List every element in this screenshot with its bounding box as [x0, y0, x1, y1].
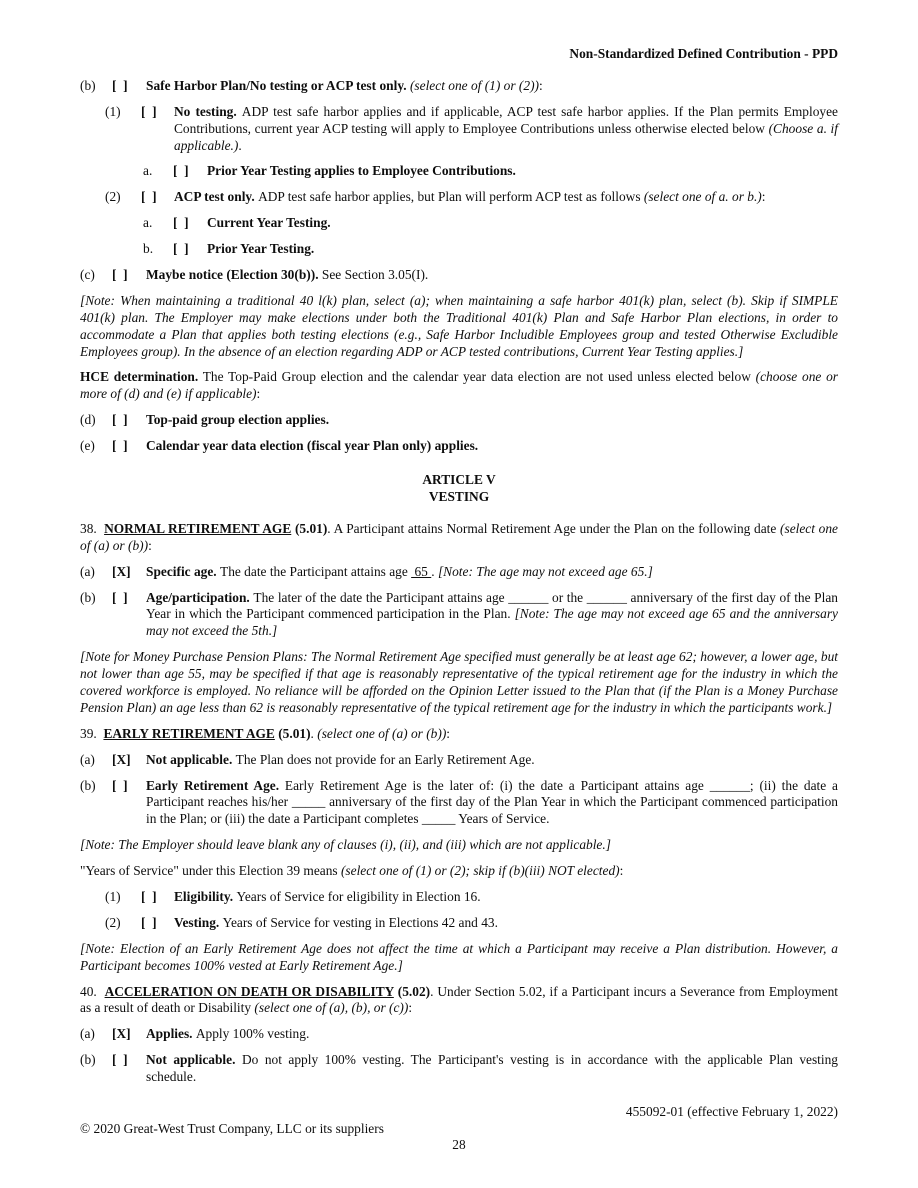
article-title: ARTICLE V — [422, 472, 496, 488]
text-run: "Years of Service" under this Election 39 means — [80, 863, 341, 879]
note-paragraph-401k — [80, 293, 838, 361]
text-run: Eligibility. — [174, 889, 237, 905]
item-label: (b) — [80, 777, 96, 793]
text-run: (5.02) — [393, 983, 431, 999]
checkbox-unchecked: [ ] — [141, 103, 157, 119]
text-run: : — [539, 77, 543, 93]
note-paragraph-early-retirement — [80, 941, 838, 975]
text-run: NORMAL RETIREMENT AGE — [104, 520, 292, 536]
item-text — [207, 241, 838, 258]
text-run: (select one of (1) or (2)) — [409, 77, 539, 93]
election-row-38b — [80, 590, 838, 641]
hce-determination-paragraph — [80, 369, 838, 403]
text-run: : — [446, 725, 451, 741]
text-run: 40. — [80, 983, 105, 999]
text-run: . Under Section 5.02, if a Participant incurs a Severance from Employment as a result of death or Disability — [80, 983, 838, 1016]
checkbox-unchecked: [ ] — [112, 77, 128, 93]
election-row-b1 — [105, 104, 838, 155]
text-run: Calendar year data election (fiscal year Plan only) applies. — [146, 438, 479, 454]
section-38-heading-paragraph — [80, 521, 838, 555]
note-paragraph-clauses — [80, 837, 838, 854]
text-run: Applies. — [146, 1026, 196, 1042]
election-row-b2 — [105, 189, 838, 206]
footer-copyright: © 2020 Great-West Trust Company, LLC or its suppliers — [80, 1121, 384, 1136]
text-run: : — [256, 386, 261, 402]
footer-doc-number: 455092-01 (effective February 1, 2022) — [625, 1104, 838, 1119]
item-label: (e) — [80, 438, 95, 454]
text-run: Age/participation. — [146, 589, 254, 605]
item-text — [174, 189, 838, 206]
checkbox-checked: [X] — [112, 751, 131, 767]
item-text — [146, 1026, 838, 1043]
item-text — [146, 590, 838, 641]
text-run: HCE determination. — [80, 369, 199, 385]
text-run: No testing. — [174, 103, 242, 119]
item-label: (1) — [105, 103, 121, 119]
item-label: (2) — [105, 189, 121, 205]
checkbox-unchecked: [ ] — [173, 163, 189, 179]
text-run: Apply 100% vesting. — [195, 1026, 310, 1042]
checkbox-unchecked: [ ] — [112, 267, 128, 283]
item-text — [146, 78, 838, 95]
text-run: ACP test only. — [174, 189, 259, 205]
text-run: (choose one or more of (d) and (e) if applicable) — [80, 369, 838, 402]
item-text — [207, 215, 838, 232]
text-run: Top-paid group election applies. — [146, 412, 330, 428]
text-run: Specific age. — [146, 563, 221, 579]
election-row-e — [80, 438, 838, 455]
checkbox-unchecked: [ ] — [112, 589, 128, 605]
text-run: [Note: The Employer should leave blank any of clauses (i), (ii), and (iii) which are not applicable.] — [80, 837, 611, 853]
election-row-39b — [80, 778, 838, 829]
item-label: (b) — [80, 77, 96, 93]
footer-page-number: 28 — [452, 1137, 466, 1152]
text-run: Vesting. — [174, 914, 223, 930]
item-text — [146, 412, 838, 429]
item-label: (2) — [105, 914, 121, 930]
text-run: . — [238, 137, 242, 153]
election-row-40a — [80, 1026, 838, 1043]
checkbox-checked: [X] — [112, 563, 131, 579]
item-text — [146, 267, 838, 284]
checkbox-unchecked: [ ] — [112, 777, 128, 793]
election-row-b — [80, 78, 838, 95]
item-text — [146, 564, 838, 581]
election-row-d — [80, 412, 838, 429]
checkbox-unchecked: [ ] — [173, 215, 189, 231]
text-run: Current Year Testing. — [207, 215, 331, 231]
text-run: (select one of (a) or (b)) — [317, 725, 447, 741]
item-text — [174, 889, 838, 906]
item-text — [146, 438, 838, 455]
item-label: a. — [143, 215, 153, 231]
item-label: a. — [143, 163, 153, 179]
item-label: (a) — [80, 563, 95, 579]
item-text — [174, 104, 838, 155]
text-run: (select one of (1) or (2); skip if (b)(iii) NOT elected) — [340, 863, 620, 879]
election-row-40b — [80, 1052, 838, 1086]
text-run: 65 — [411, 563, 432, 579]
text-run: The Plan does not provide for an Early Retirement Age. — [235, 751, 535, 767]
item-label: b. — [143, 241, 154, 257]
item-label: (1) — [105, 889, 121, 905]
text-run: : — [761, 189, 766, 205]
text-run: [Note: The age may not exceed age 65.] — [437, 563, 653, 579]
text-run: ACCELERATION ON DEATH OR DISABILITY — [104, 983, 394, 999]
text-run: [Note: When maintaining a traditional 40 l(k) plan, select (a); when maintaining a safe harbor 401(k) plan, select (b). Skip if SIMPLE 401(k) plan. The Employer may make elections under both the Traditional 401(k) Plan and Safe Harbor Plan elections, in order to accommodate a Plan that applies both testing elections (e.g., Safe Harbor Includible Employees group and tested Otherwise Excludible Employees group). In the absence of an election regarding ADP or ACP tested contributions, Current Year Testing applies.] — [80, 292, 838, 359]
text-run: (select one of (a) or (b)) — [80, 520, 838, 553]
item-label: (d) — [80, 412, 96, 428]
text-run: . A Participant attains Normal Retirement Age under the Plan on the following date — [327, 520, 781, 536]
text-run: : — [408, 1000, 413, 1016]
note-paragraph-money-purchase — [80, 649, 838, 717]
election-row-b2a — [143, 215, 838, 232]
text-run: (5.01) — [274, 725, 311, 741]
text-run: 39. — [80, 725, 104, 741]
text-run: Do not apply 100% vesting. The Participant's vesting is in accordance with the applicable Plan vesting schedule. — [146, 1052, 838, 1085]
text-run: . — [310, 725, 318, 741]
item-label: (b) — [80, 1052, 96, 1068]
item-label: (a) — [80, 751, 95, 767]
section-39-heading-paragraph — [80, 726, 838, 743]
text-run: [Note: Election of an Early Retirement Age does not affect the time at which a Participant may receive a Plan distribution. However, a Participant becomes 100% vested at Early Retirement Age.] — [80, 940, 838, 973]
checkbox-checked: [X] — [112, 1026, 131, 1042]
text-run: [Note for Money Purchase Pension Plans: The Normal Retirement Age specified must generally be at least age 62; however, a lower age, but not lower than age 55, may be specified if that age is reasonably representative of the typical retirement age for the industry in which the covered workforce is employed. No reliance will be afforded on the Opinion Letter issued to the Plan that (if the Plan is a Money Purchase Pension Plan) an age less than 62 is reasonably representative of the typical retirement age for the industry in which the participants work.] — [80, 649, 838, 715]
text-run: ADP test safe harbor applies and if applicable, ACP test safe harbor applies. If the Plan permits Employee Contributions, current year ACP testing will apply to Employee Contributions unless otherwise elected below — [174, 103, 838, 136]
text-run: (select one of a. or b.) — [643, 189, 762, 205]
text-run: Not applicable. — [146, 751, 236, 767]
article-subtitle: VESTING — [428, 489, 490, 505]
item-text — [146, 1052, 838, 1086]
text-run: : — [619, 863, 624, 879]
text-run: Not applicable. — [146, 1052, 242, 1068]
text-run: The date the Participant attains age — [220, 563, 412, 579]
text-run: (Choose a. if applicable.) — [174, 120, 838, 153]
checkbox-unchecked: [ ] — [112, 1052, 128, 1068]
election-row-b1a — [143, 163, 838, 180]
election-row-c — [80, 267, 838, 284]
text-run: Early Retirement Age is the later of: (i) the date a Participant attains age ______; (ii) the date a Participant reaches his/her _____ anniversary of the first day of the Plan Year in which the Participant commenced participation in the Plan; or (iii) the date a Participant completes _____ Years of Service. — [146, 777, 838, 827]
text-run: ADP test safe harbor applies, but Plan will perform ACP test as follows — [258, 189, 644, 205]
text-run: [Note: The age may not exceed age 65 and the anniversary may not exceed the 5th.] — [146, 606, 838, 639]
checkbox-unchecked: [ ] — [141, 914, 157, 930]
text-run: Early Retirement Age. — [146, 777, 285, 793]
text-run: Years of Service for vesting in Elections 42 and 43. — [222, 914, 498, 930]
checkbox-unchecked: [ ] — [141, 189, 157, 205]
text-run: See Section 3.05(I). — [318, 267, 429, 283]
text-run: The Top-Paid Group election and the calendar year data election are not used unless elected below — [198, 369, 756, 385]
item-text — [207, 163, 838, 180]
doc-header-title: Non-Standardized Defined Contribution - PPD — [569, 46, 838, 61]
text-run: EARLY RETIREMENT AGE — [103, 725, 275, 741]
election-row-b2b — [143, 241, 838, 258]
text-run: Safe Harbor Plan/No testing or ACP test only. — [146, 77, 410, 93]
text-run: (select one of (a), (b), or (c)) — [254, 1000, 409, 1016]
election-row-yos2 — [105, 915, 838, 932]
text-run: 38. — [80, 520, 105, 536]
election-row-39a — [80, 752, 838, 769]
item-label: (c) — [80, 267, 95, 283]
text-run: : — [148, 537, 152, 553]
text-run: Years of Service for eligibility in Election 16. — [236, 889, 481, 905]
checkbox-unchecked: [ ] — [141, 889, 157, 905]
checkbox-unchecked: [ ] — [112, 438, 128, 454]
text-run: (5.01) — [291, 520, 328, 536]
item-text — [174, 915, 838, 932]
checkbox-unchecked: [ ] — [112, 412, 128, 428]
years-of-service-paragraph — [80, 863, 838, 880]
text-run: . — [431, 563, 438, 579]
election-row-yos1 — [105, 889, 838, 906]
item-text — [146, 778, 838, 829]
text-run: Prior Year Testing applies to Employee Contributions. — [207, 163, 516, 179]
section-40-heading-paragraph — [80, 984, 838, 1018]
item-label: (a) — [80, 1026, 95, 1042]
checkbox-unchecked: [ ] — [173, 241, 189, 257]
item-label: (b) — [80, 589, 96, 605]
election-row-38a — [80, 564, 838, 581]
item-text — [146, 752, 838, 769]
text-run: The later of the date the Participant attains age ______ or the ______ anniversary of the first day of the Plan Year in which the Participant commenced participation in the Plan. — [146, 589, 838, 622]
article-heading — [80, 471, 838, 506]
text-run: Maybe notice (Election 30(b)). — [146, 267, 319, 283]
text-run: Prior Year Testing. — [207, 241, 315, 257]
